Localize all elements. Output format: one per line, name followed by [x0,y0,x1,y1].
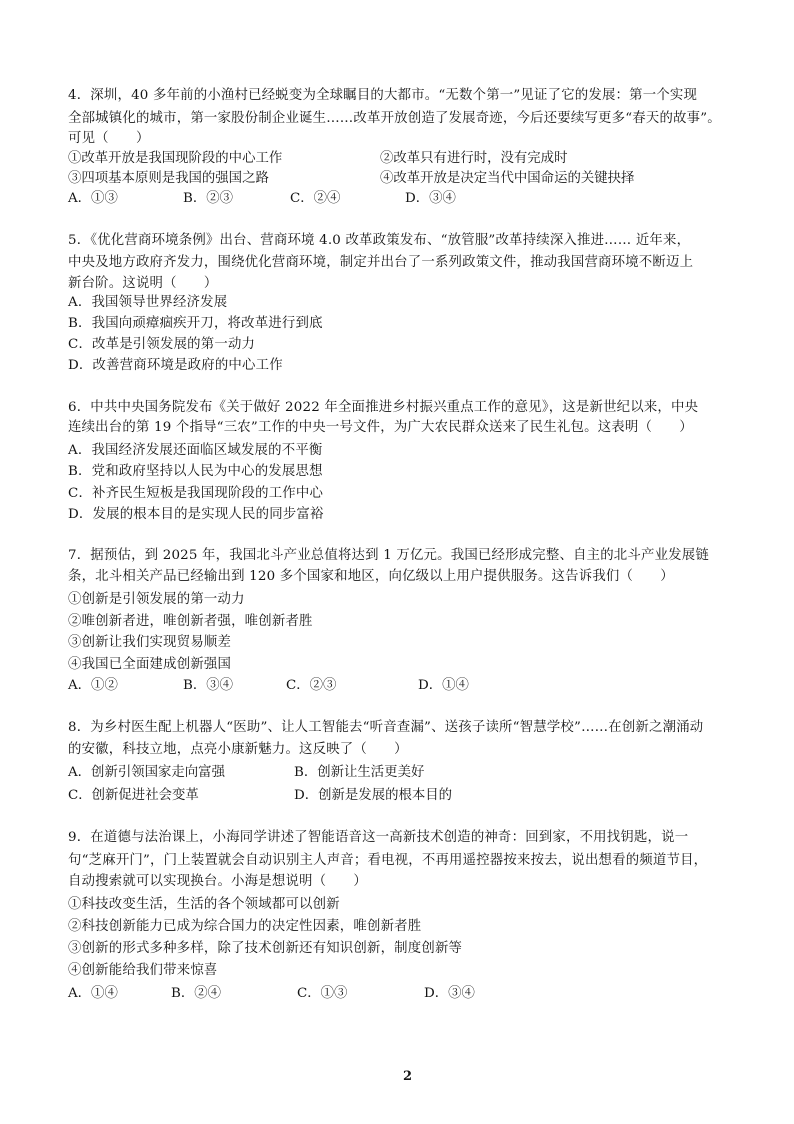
q4-statement-1: ①改革开放是我国现阶段的中心工作 [68,151,283,166]
q4-option-b: B．②③ [183,191,234,206]
q4-stem-line-3: 可见（ ） [68,131,150,146]
q8-option-d: D．创新是发展的根本目的 [294,788,453,803]
q8-option-b: B．创新让生活更美好 [294,765,425,780]
q5-stem-line-2: 中央及地方政府齐发力，围绕优化营商环境，制定并出台了一系列政策文件，推动我国营商环境不断迈上 [68,255,694,270]
q5-option-d: D．改善营商环境是政府的中心工作 [68,358,283,373]
q9-option-b: B．②④ [171,986,222,1001]
q8-option-a: A．创新引领国家走向富强 [68,765,225,780]
q7-statement-1: ①创新是引领发展的第一动力 [68,592,245,607]
q8-option-c: C．创新促进社会变革 [68,788,199,803]
q9-statement-2: ②科技创新能力已成为综合国力的决定性因素，唯创新者胜 [68,919,422,934]
q4-option-d: D．③④ [405,191,456,206]
q5-stem-line-1: 5．《优化营商环境条例》出台、营商环境 4.0 改革政策发布、“放管服”改革持续深入推进…… 近年来， [68,233,691,248]
q6-option-a: A．我国经济发展还面临区域发展的不平衡 [68,443,323,458]
q9-statement-3: ③创新的形式多种多样，除了技术创新还有知识创新，制度创新等 [68,941,463,956]
q7-stem-line-1: 7．据预估，到 2025 年，我国北斗产业总值将达到 1 万亿元。我国已经形成完整、自主的北斗产业发展链 [68,548,709,563]
q9-stem-line-3: 自动搜索就可以实现换台。小海是想说明（ ） [68,874,367,889]
q6-option-b: B．党和政府坚持以人民为中心的发展思想 [68,464,323,479]
q4-stem-line-1: 4．深圳，40 多年前的小渔村已经蜕变为全球瞩目的大都市。“无数个第一”见证了它的发展：第一个实现 [68,88,698,103]
q9-statement-1: ①科技改变生活，生活的各个领域都可以创新 [68,897,340,912]
q6-option-d: D．发展的根本目的是实现人民的同步富裕 [68,507,324,522]
q5-option-c: C．改革是引领发展的第一动力 [68,337,256,352]
q7-option-a: A．①② [68,678,118,693]
q7-stem-line-2: 条，北斗相关产品已经输出到 120 多个国家和地区，向亿级以上用户提供服务。这告诉我们（ ） [68,569,674,584]
q6-stem-line-2: 连续出台的第 19 个指导“三农”工作的中央一号文件，为广大农民群众送来了民生礼包。这表明（ ） [68,420,693,435]
q5-option-b: B．我国向顽瘴痼疾开刀，将改革进行到底 [68,316,323,331]
q4-option-c: C．②④ [290,191,341,206]
q6-stem-line-1: 6．中共中央国务院发布《关于做好 2022 年全面推进乡村振兴重点工作的意见》，这是新世纪以来，中央 [68,400,699,415]
q9-stem-line-2: 句“芝麻开门”，门上装置就会自动识别主人声音；看电视，不再用遥控器按来按去，说出想看的频道节目， [68,853,708,868]
q4-stem-line-2: 全部城镇化的城市，第一家股份制企业诞生……改革开放创造了发展奇迹，今后还要续写更多“春天的故事”。 [68,111,721,126]
page-number: 2 [403,1069,413,1084]
q4-statement-2: ②改革只有进行时，没有完成时 [380,151,568,166]
q7-statement-3: ③创新让我们实现贸易顺差 [68,635,232,650]
q7-option-b: B．③④ [183,678,234,693]
q6-option-c: C．补齐民生短板是我国现阶段的工作中心 [68,486,324,501]
q4-statement-3: ③四项基本原则是我国的强国之路 [68,171,269,186]
q7-statement-4: ④我国已全面建成创新强国 [68,657,232,672]
q9-stem-line-1: 9．在道德与法治课上，小海同学讲述了智能语音这一高新技术创造的神奇：回到家，不用找钥匙，说一 [68,830,689,845]
q7-option-c: C．②③ [286,678,337,693]
q7-option-d: D．①④ [418,678,469,693]
q9-option-d: D．③④ [424,986,475,1001]
q9-option-c: C．①③ [297,986,348,1001]
q4-statement-4: ④改革开放是决定当代中国命运的关键抉择 [380,171,635,186]
q9-statement-4: ④创新能给我们带来惊喜 [68,963,218,978]
q4-option-a: A．①③ [68,191,118,206]
q8-stem-line-2: 的安徽，科技立地，点亮小康新魅力。这反映了（ ） [68,742,408,757]
q5-option-a: A．我国领导世界经济发展 [68,295,228,310]
q9-option-a: A．①④ [68,986,118,1001]
q7-statement-2: ②唯创新者进，唯创新者强，唯创新者胜 [68,614,313,629]
q8-stem-line-1: 8．为乡村医生配上机器人“医助”、让人工智能去“听音查漏”、送孩子读所“智慧学校”……在创新之潮涌动 [68,720,704,735]
q5-stem-line-3: 新台阶。这说明（ ） [68,276,218,291]
